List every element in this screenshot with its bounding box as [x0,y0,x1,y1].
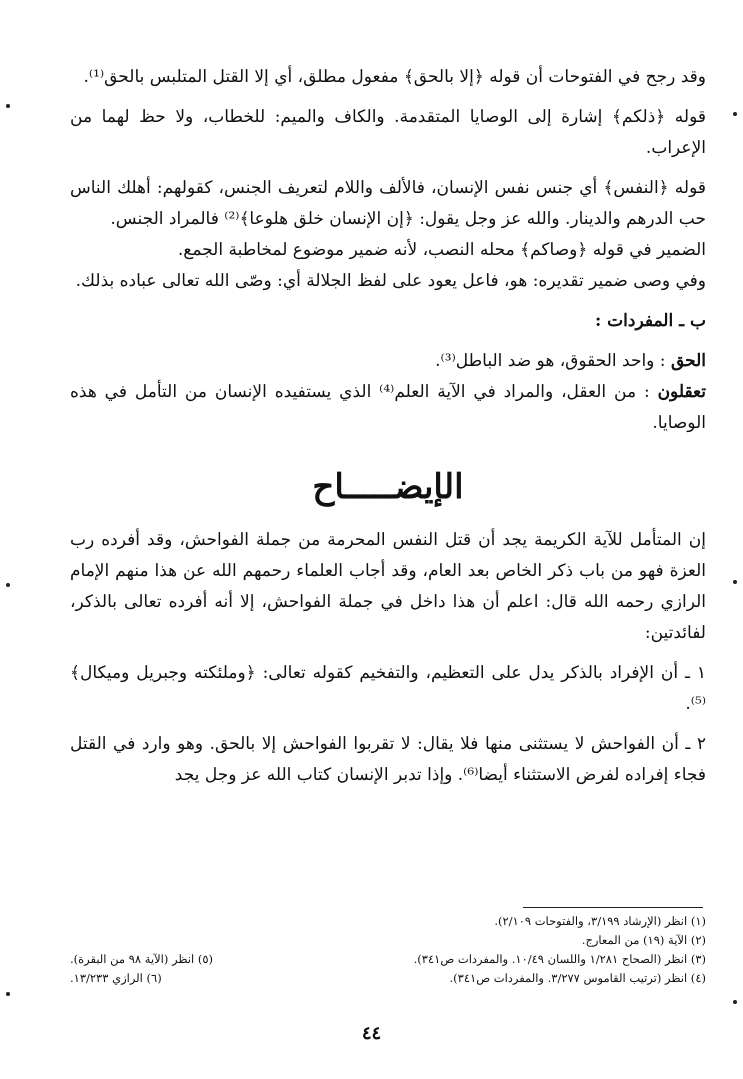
paragraph: إن المتأمل للآية الكريمة يجد أن قتل النفس المحرمة من جملة الفواحش، وقد أفرده رب العزة فهو من باب ذكر الخاص بعد العام، وقد أجاب العلماء رحمهم الله عن هذا منهم الإمام الرازي رحمه الله قال: اعلم أن هذا داخل في جملة الفواحش، إلا أنه أفرده تعالى بالذكر، لفائدتين: [70,530,706,643]
vocab-item [70,346,706,377]
footnote-row [70,969,706,988]
footnote: (٤) انظر (ترتيب القاموس ٣/٢٧٧. والمفردات ص٣٤١). [449,971,706,985]
vocab-term: تعقلون [657,382,706,402]
footnote: (٥) انظر (الآية ٩٨ من البقرة). [70,952,214,966]
paragraph: الضمير في قوله ﴿وصاكم﴾ محله النصب، لأنه ضمير موضوع لمخاطبة الجمع. [177,240,706,260]
margin-mark [6,583,10,587]
vocab-item [70,377,706,439]
footnote: (٦) الرازي ١٣/٢٣٣. [70,971,162,985]
page-number: ٤٤ [361,1023,382,1044]
margin-mark [733,112,737,116]
footnote: (١) انظر (الإرشاد ٣/١٩٩، والفتوحات ٢/١٠٩). [494,914,706,928]
footnote-row [70,950,706,969]
paragraph: قوله ﴿النفس﴾ أي جنس نفس الإنسان، فالألف واللام لتعريف الجنس، كقولهم: أهلك الناس حب الدرهم والدينار. والله عز وجل يقول: ﴿إن الإنسان خلق هلوعا﴾⁽²⁾ فالمراد الجنس. [70,178,706,229]
paragraph: وفي وصى ضمير تقديره: هو، فاعل يعود على لفظ الجلالة أي: وصّى الله تعالى عباده بذلك. [75,271,706,291]
vocab-heading: ب ـ المفردات : [594,311,706,331]
main-text [70,62,706,800]
footnote: (٢) الآية (١٩) من المعارج. [581,933,706,947]
margin-mark [733,1000,737,1004]
footnotes [70,912,706,988]
footnote-divider [523,907,703,908]
margin-mark [6,104,10,108]
vocab-definition: : واحد الحقوق، هو ضد الباطل⁽³⁾. [435,351,666,371]
paragraph: قوله ﴿ذلكم﴾ إشارة إلى الوصايا المتقدمة. والكاف والميم: للخطاب، ولا حظ لهما من الإعراب. [70,107,706,158]
vocab-definition: : من العقل، والمراد في الآية العلم⁽⁴⁾ الذي يستفيده الإنسان من التأمل في هذه الوصايا. [70,382,706,433]
margin-mark [733,580,737,584]
vocab-term: الحق [670,351,706,371]
paragraph: وقد رجح في الفتوحات أن قوله ﴿إلا بالحق﴾ مفعول مطلق، أي إلا القتل المتلبس بالحق⁽¹⁾. [83,67,706,87]
list-item: ١ ـ أن الإفراد بالذكر يدل على التعظيم، والتفخيم كقوله تعالى: ﴿وملئكته وجبريل وميكال﴾⁽⁵⁾. [70,663,706,714]
section-title: الإيضـــــاح [312,467,464,507]
footnote: (٣) انظر (الصحاح ١/٢٨١ واللسان ١٠/٤٩. والمفردات ص٣٤١). [413,952,706,966]
margin-mark [6,992,10,996]
list-item: ٢ ـ أن الفواحش لا يستثنى منها فلا يقال: لا تقربوا الفواحش إلا بالحق. وهو وارد في القتل فجاء إفراده لفرض الاستثناء أيضا⁽⁶⁾. وإذا تدبر الإنسان كتاب الله عز وجل يجد [70,734,706,785]
